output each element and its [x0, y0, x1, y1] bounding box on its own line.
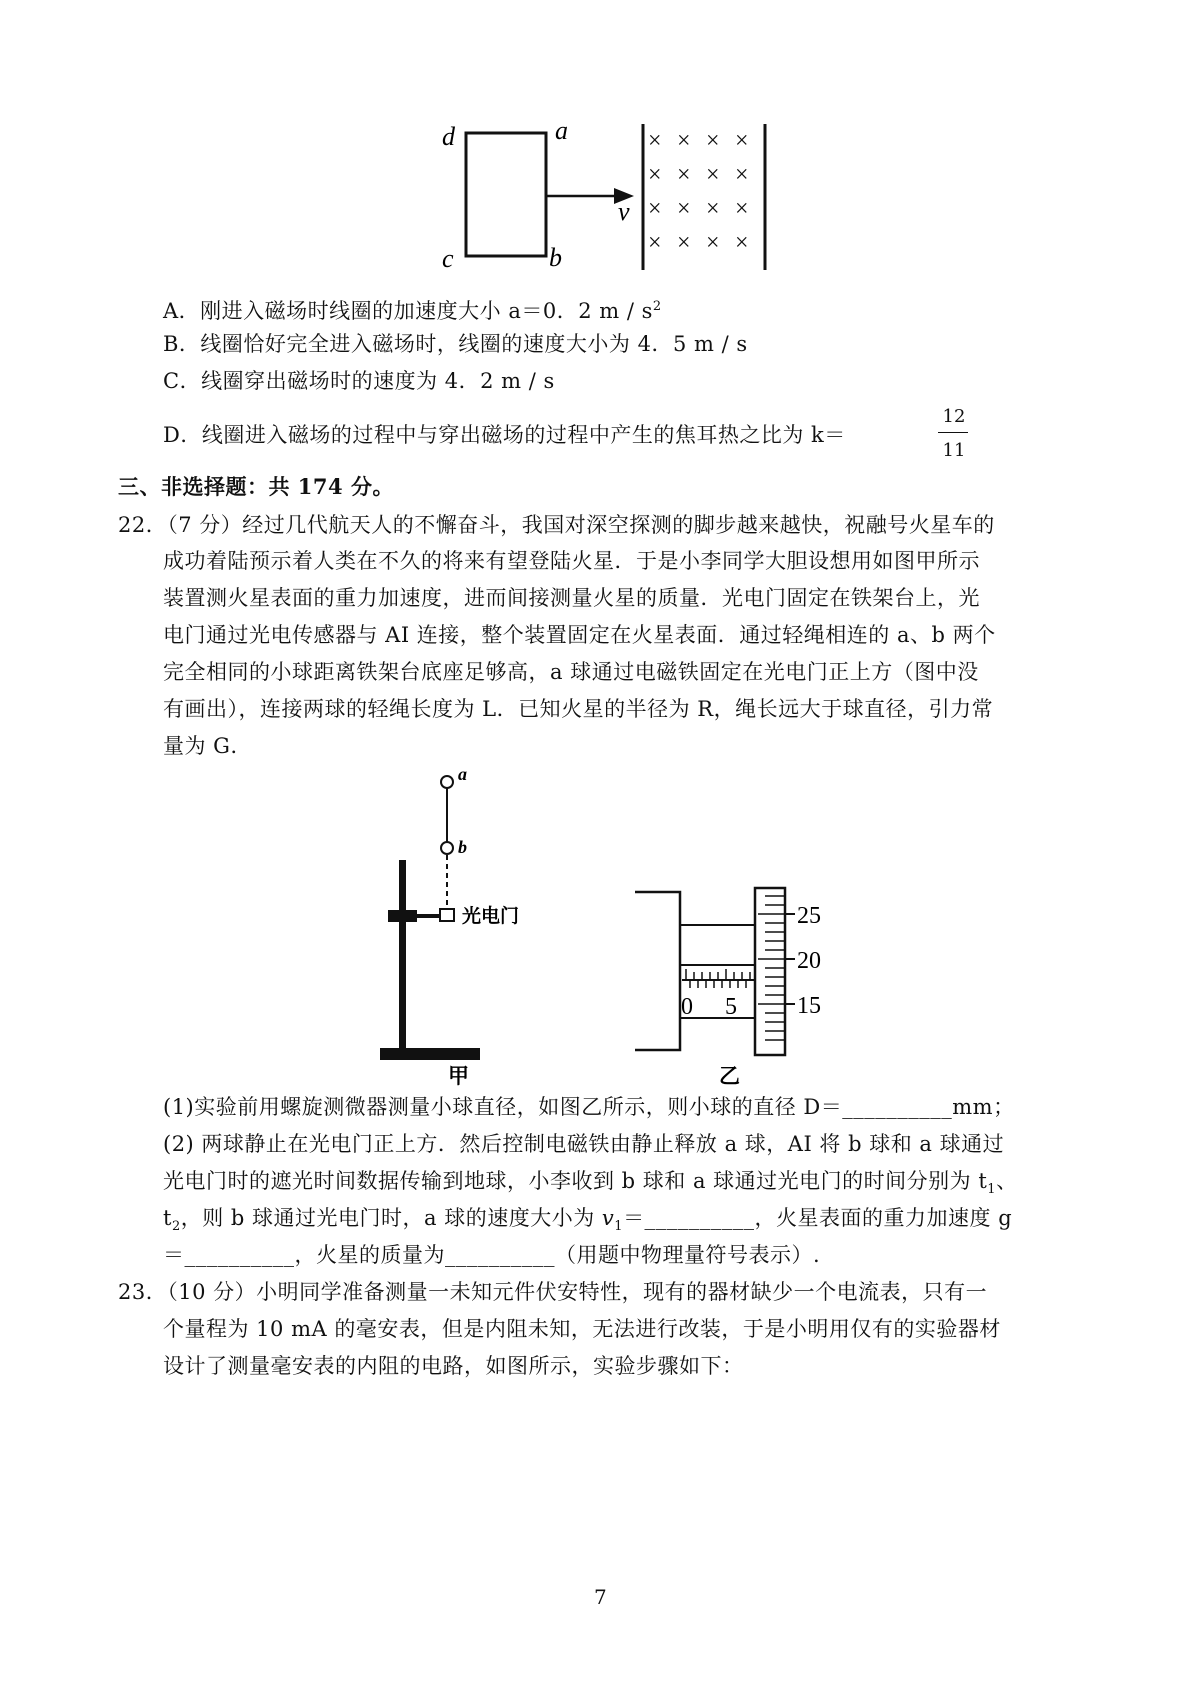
q22-line: 装置测火星表面的重力加速度，进而间接测量火星的质量．光电门固定在铁架台上，光 — [163, 586, 980, 610]
option-d: D．线圈进入磁场的过程中与穿出磁场的过程中产生的焦耳热之比为 k＝ — [163, 423, 846, 447]
ball-a — [441, 776, 453, 788]
thimble-label-25: 25 — [797, 903, 821, 929]
thimble-label-20: 20 — [797, 948, 821, 974]
q22-sub2-line: $t_2$，则 b 球通过光电门时，a 球的速度大小为 $v_1=\_\_\_\_\_\_\_\_\_\_$，火星表面的重力加速度 g — [163, 1206, 1013, 1235]
label-c: c — [442, 244, 454, 273]
sleeve-ticks — [686, 969, 750, 988]
photogate-label: 光电门 — [462, 906, 520, 927]
q22-line: 成功着陆预示着人类在不久的将来有望登陆火星．于是小李同学大胆设想用如图甲所示 — [163, 549, 980, 573]
field-mark: × — [735, 128, 749, 154]
field-mark: × — [648, 162, 662, 188]
field-mark: × — [706, 196, 720, 222]
option-c: C．线圈穿出磁场时的速度为 4．2 m / s — [163, 369, 555, 393]
field-mark: × — [677, 230, 691, 256]
anvil-frame — [635, 892, 680, 1050]
field-marks — [648, 128, 749, 256]
thimble-label-15: 15 — [797, 993, 821, 1019]
field-mark: × — [706, 230, 720, 256]
q22-sub2-line: 光电门时的遮光时间数据传输到地球，小李收到 b 球和 a 球通过光电门的时间分别为 $t_1$、 — [163, 1169, 1018, 1198]
sleeve-label-0: 0 — [681, 994, 693, 1020]
q23-line: 23．（10 分）小明同学准备测量一未知元件伏安特性，现有的器材缺少一个电流表，只有一 — [118, 1280, 988, 1304]
fraction-numerator: 12 — [942, 406, 966, 427]
field-mark: × — [648, 128, 662, 154]
sleeve-label-5: 5 — [725, 994, 737, 1020]
ball-b-label: b — [458, 837, 467, 857]
option-a: A．刚进入磁场时线圈的加速度大小 a＝0．2 m / $s^2$ — [163, 299, 662, 323]
field-mark: × — [706, 162, 720, 188]
q22-line: 22．（7 分）经过几代航天人的不懈奋斗，我国对深空探测的脚步越来越快，祝融号火星车的 — [118, 513, 995, 537]
field-mark: × — [648, 230, 662, 256]
loop-field-figure — [0, 0, 1200, 280]
stand-pole — [399, 860, 406, 1055]
field-mark: × — [648, 196, 662, 222]
ball-b — [441, 842, 453, 854]
q22-sub2-line: ＝__________，火星的质量为__________（用题中物理量符号表示）. — [163, 1243, 821, 1267]
field-mark: × — [677, 128, 691, 154]
page-number: 7 — [594, 1585, 607, 1609]
q22-sub2-line: (2) 两球静止在光电门正上方．然后控制电磁铁由静止释放 a 球，AI 将 b 球和 a 球通过 — [163, 1132, 1005, 1156]
section-title: 三、非选择题：共 174 分。 — [118, 474, 394, 499]
field-mark: × — [677, 162, 691, 188]
coil-rect — [466, 133, 546, 256]
label-v: v — [618, 197, 630, 226]
q23-line: 个量程为 10 mA 的毫安表，但是内阻未知，无法进行改装，于是小明用仅有的实验器材 — [163, 1317, 1001, 1341]
field-mark: × — [735, 196, 749, 222]
field-mark: × — [735, 162, 749, 188]
q22-line: 有画出），连接两球的轻绳长度为 L．已知火星的半径为 R，绳长远大于球直径，引力常 — [163, 697, 994, 721]
fraction-bar — [938, 432, 968, 433]
field-mark: × — [677, 196, 691, 222]
q22-line: 电门通过光电传感器与 AI 连接，整个装置固定在火星表面．通过轻绳相连的 a、b 两个 — [163, 623, 996, 647]
option-b: B．线圈恰好完全进入磁场时，线圈的速度大小为 4．5 m / s — [163, 332, 748, 356]
fraction-denominator: 11 — [942, 440, 966, 461]
photogate — [440, 909, 454, 921]
q22-line: 量为 G． — [163, 734, 252, 758]
q22-line: 完全相同的小球距离铁架台底座足够高，a 球通过电磁铁固定在光电门正上方（图中没 — [163, 660, 979, 684]
label-a: a — [555, 116, 568, 145]
label-b: b — [549, 243, 562, 272]
field-mark: × — [706, 128, 720, 154]
ball-a-label: a — [458, 764, 467, 784]
label-d: d — [442, 122, 455, 151]
stand-base — [380, 1048, 480, 1060]
field-mark: × — [735, 230, 749, 256]
figure-yi-label: 乙 — [719, 1064, 740, 1088]
q22-sub1: (1)实验前用螺旋测微器测量小球直径，如图乙所示，则小球的直径 D＝__________mm； — [163, 1095, 1015, 1119]
figure-jia-label: 甲 — [448, 1064, 469, 1088]
q23-line: 设计了测量毫安表的内阻的电路，如图所示，实验步骤如下： — [163, 1354, 744, 1378]
q22-figures — [0, 760, 1200, 1090]
thimble — [755, 888, 785, 1055]
